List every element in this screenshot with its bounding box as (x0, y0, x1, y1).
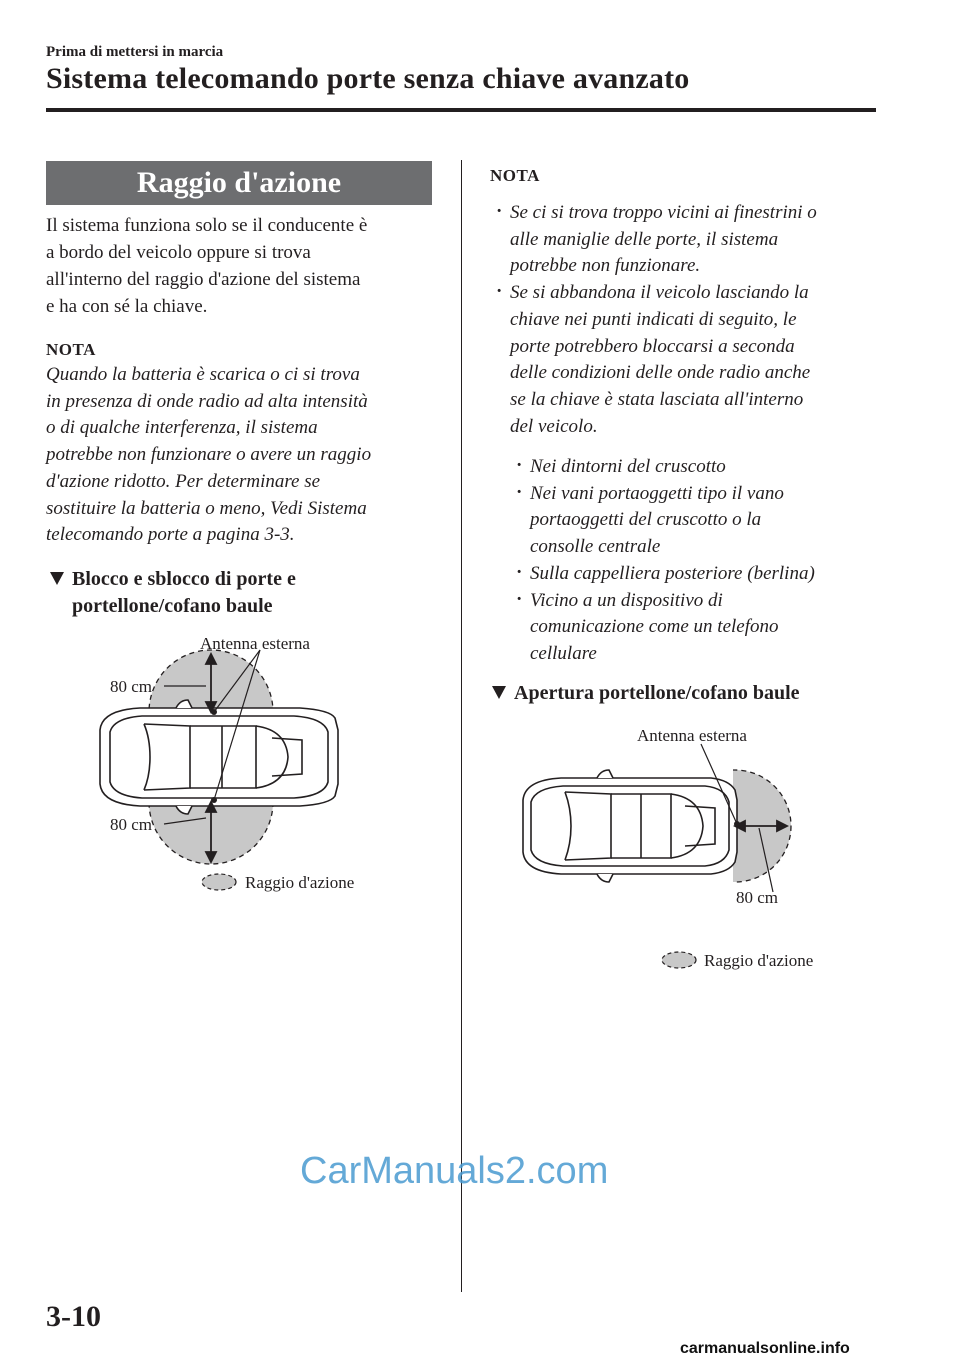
subheading-lock-unlock (50, 566, 296, 620)
distance-label-rear: 80 cm (736, 888, 779, 907)
nota-label-left: NOTA (46, 340, 96, 359)
nota-line: sostituire la batteria o meno, Vedi Sistema (46, 497, 367, 519)
distance-label-top: 80 cm (110, 677, 153, 696)
antenna-label-right: Antenna esterna (637, 726, 747, 745)
nota-label-right: NOTA (490, 166, 540, 185)
nota-bullet: · Se ci si trova troppo vicini ai finestrini o alle maniglie delle porte, il sistema potrebbe non funzionare. (496, 200, 896, 280)
sub-bullet: · Vicino a un dispositivo di comunicazione come un telefono cellulare (516, 588, 896, 668)
car-top-view-icon (100, 700, 338, 814)
nota-line: Quando la batteria è scarica o ci si trova (46, 364, 360, 385)
range-legend-swatch-icon (200, 872, 240, 892)
range-legend-label-right: Raggio d'azione (704, 951, 814, 970)
nota-line: o di qualche interferenza, il sistema (46, 417, 318, 439)
nota-sub-bullets (516, 454, 896, 668)
sub-bullet: · Sulla cappelliera posteriore (berlina) (516, 561, 896, 588)
site-mark: carmanualsonline.info (680, 1340, 850, 1357)
antenna-dot-top (211, 709, 217, 715)
range-legend-swatch-icon (660, 950, 700, 970)
lock-range-diagram (80, 620, 460, 910)
header-rule (46, 108, 876, 112)
antenna-label-left: Antenna esterna (200, 634, 310, 653)
nota-line: d'azione ridotto. Per determinare se (46, 470, 321, 492)
nota-bullets-right (496, 200, 896, 440)
antenna-dot-rear (734, 821, 740, 827)
page-title: Sistema telecomando porte senza chiave avanzato (46, 62, 690, 95)
nota-line: in presenza di onde radio ad alta intensità (46, 390, 368, 412)
column-divider (461, 160, 462, 1292)
running-section-label: Prima di mettersi in marcia (46, 44, 224, 60)
nota-bullet: · Se si abbandona il veicolo lasciando la chiave nei punti indicati di seguito, le porte potrebbero bloccarsi a seconda delle condizioni delle onde radio anche se la chiave è stata lasciata all'interno del veicolo. (496, 280, 896, 440)
subheading-line: portellone/cofano baule (72, 595, 273, 617)
distance-label-bottom: 80 cm (110, 815, 153, 834)
antenna-dot-bottom (211, 797, 217, 803)
range-legend-label-left: Raggio d'azione (245, 873, 355, 892)
nota-line: potrebbe non funzionare o avere un raggio (46, 444, 372, 466)
car-top-view-icon (523, 770, 737, 882)
subheading-line: Blocco e sblocco di porte e (72, 568, 296, 590)
intro-paragraph (46, 212, 446, 320)
nota-line: telecomando porte a pagina 3-3. (46, 524, 295, 546)
section-title-bar: Raggio d'azione (46, 161, 432, 205)
intro-line: a bordo del veicolo oppure si trova (46, 242, 311, 263)
sub-bullet: · Nei vani portaoggetti tipo il vano portaoggetti del cruscotto o la consolle centrale (516, 481, 896, 561)
nota-text-left (46, 362, 456, 549)
trunk-range-diagram (515, 730, 795, 910)
watermark: CarManuals2.com (300, 1150, 609, 1192)
page-number: 3-10 (46, 1300, 101, 1333)
intro-line: all'interno del raggio d'azione del sistema (46, 269, 361, 290)
subheading-trunk-open: Apertura portellone/cofano baule (492, 680, 800, 707)
intro-line: e ha con sé la chiave. (46, 296, 208, 317)
triangle-bullet-icon (50, 572, 64, 585)
triangle-bullet-icon (492, 686, 506, 699)
sub-bullet: · Nei dintorni del cruscotto (516, 454, 896, 481)
intro-line: Il sistema funziona solo se il conducente è (46, 215, 368, 236)
